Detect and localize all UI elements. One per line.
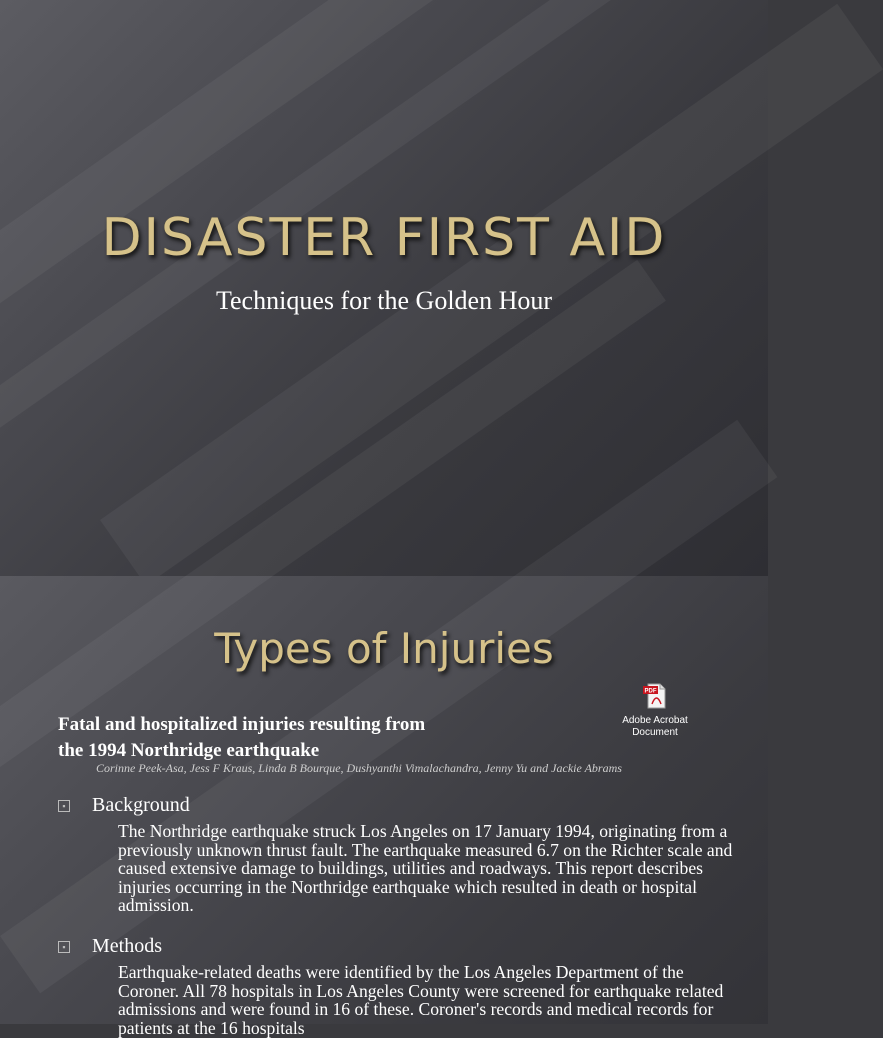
bullet-methods	[58, 935, 162, 958]
section-text-background: The Northridge earthquake struck Los Angeles on 17 January 1994, originating from a previously unknown thrust fault. The earthquake measured 6.7 on the Richter scale and caused extensive damage to buildings, utilities and roadways. This report describes injuries occurring in the Northridge earthquake which resulted in death or hospital admission.	[118, 821, 733, 915]
heading-line2: the 1994 Northridge earthquake	[58, 740, 320, 761]
attachment-label	[612, 715, 698, 739]
slide-title: DISASTER FIRST AID	[101, 208, 667, 268]
pdf-document-icon	[641, 682, 669, 710]
slide-subtitle: Techniques for the Golden Hour	[215, 286, 553, 315]
pdf-attachment[interactable]	[612, 682, 698, 739]
pdf-badge: PDF	[644, 688, 657, 695]
authors: Corinne Peek-Asa, Jess F Kraus, Linda B Bourque, Dushyanthi Vimalachandra, Jenny Yu and Jackie Abrams	[96, 761, 622, 775]
attachment-label-line1: Adobe Acrobat	[622, 715, 688, 726]
heading-line1: Fatal and hospitalized injuries resulting from	[58, 714, 426, 735]
slide-title: Types of Injuries	[214, 624, 554, 673]
bullet-icon: ▪	[58, 941, 70, 953]
content-slide	[0, 576, 768, 1038]
article-heading	[58, 712, 578, 764]
section-label: Methods	[92, 935, 162, 957]
section-text-methods: Earthquake-related deaths were identified by the Los Angeles Department of the Coroner. All 78 hospitals in Los Angeles County were screened for earthquake related admissions and were found in 16 of these. Coroner's records and medical records for patients at the 16 hospitals	[118, 962, 724, 1038]
bullet-background	[58, 794, 190, 817]
attachment-label-line2: Document	[632, 727, 678, 738]
bullet-icon: ▪	[58, 800, 70, 812]
section-label: Background	[92, 794, 190, 816]
